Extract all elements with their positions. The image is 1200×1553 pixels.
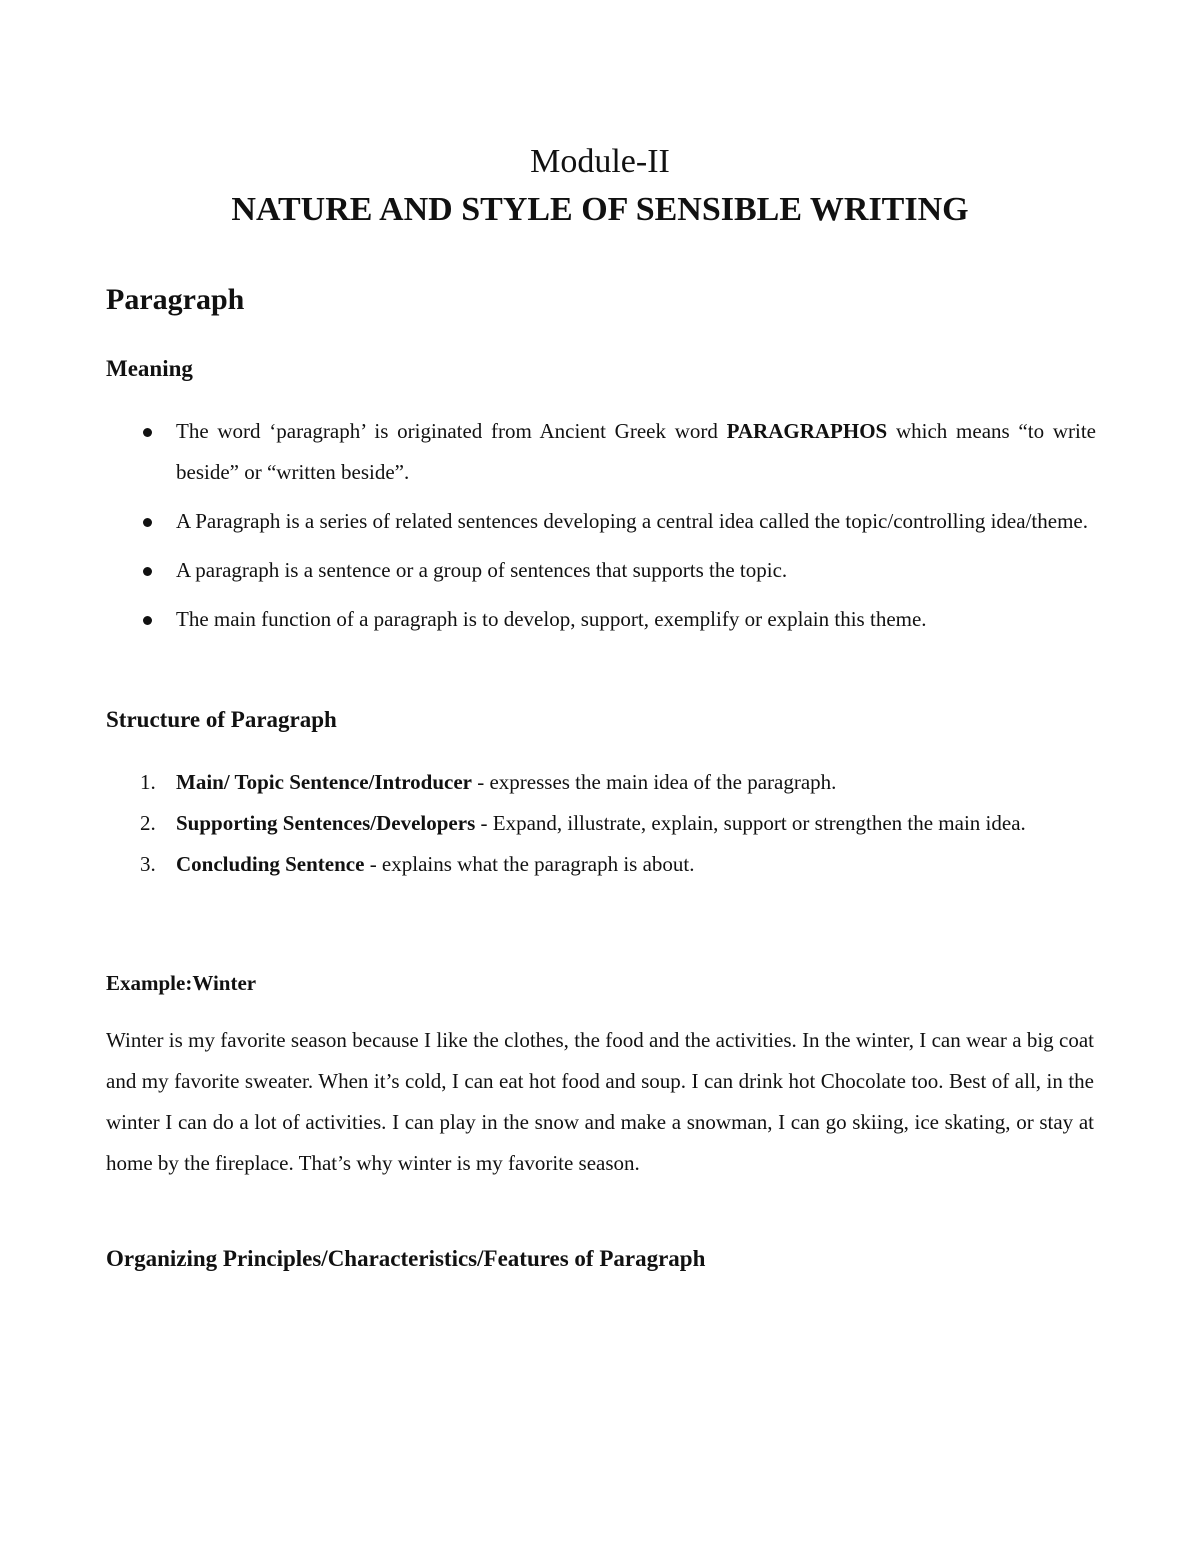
list-description: - expresses the main idea of the paragraph.	[471, 770, 837, 794]
module-label: Module-II	[530, 143, 670, 180]
list-item	[106, 803, 1096, 844]
list-term: Main/ Topic Sentence/Introducer	[176, 770, 472, 794]
bullet-icon	[143, 616, 152, 625]
meaning-bullet-list	[106, 411, 1096, 648]
list-number: 3.	[140, 852, 156, 876]
list-term: Concluding Sentence	[176, 852, 365, 876]
example-paragraph: Winter is my favorite season because I like the clothes, the food and the activities. In the winter, I can wear a big coat and my favorite sweater. When it’s cold, I can eat hot food and soup. I can drink hot Chocolate too. Best of all, in the winter I can do a lot of activities. I can play in the snow and make a snowman, I can go skiing, ice skating, or stay at home by the fireplace. That’s why winter is my favorite season.	[106, 1028, 1094, 1175]
bullet-text: A Paragraph is a series of related sentences developing a central idea called the topic/controlling idea/theme.	[176, 509, 1088, 533]
list-description: - Expand, illustrate, explain, support or strengthen the main idea.	[475, 811, 1026, 835]
list-item	[106, 844, 1096, 885]
bullet-text-part: The word ‘paragraph’ is originated from Ancient Greek word	[176, 419, 727, 443]
list-number: 1.	[140, 770, 156, 794]
subheading-structure: Structure of Paragraph	[106, 707, 337, 732]
structure-numbered-list	[106, 762, 1096, 885]
bullet-text: The main function of a paragraph is to develop, support, exemplify or explain this theme.	[176, 607, 927, 631]
bullet-icon	[143, 428, 152, 437]
list-number: 2.	[140, 811, 156, 835]
example-label: Example:Winter	[106, 971, 257, 995]
bullet-text: A paragraph is a sentence or a group of sentences that supports the topic.	[176, 558, 788, 582]
subheading-meaning: Meaning	[106, 356, 193, 381]
list-item	[106, 599, 1096, 640]
bullet-icon	[143, 518, 152, 527]
document-title: NATURE AND STYLE OF SENSIBLE WRITING	[231, 191, 969, 228]
list-item	[106, 550, 1096, 591]
subheading-organizing-principles: Organizing Principles/Characteristics/Features of Paragraph	[106, 1246, 706, 1271]
bullet-bold-term: PARAGRAPHOS	[726, 419, 888, 443]
bullet-icon	[143, 567, 152, 576]
bullet-text-part: which means “to write beside” or “written beside”.	[176, 419, 1096, 484]
list-term: Supporting Sentences/Developers	[176, 811, 476, 835]
list-item	[106, 501, 1096, 542]
list-item	[106, 411, 1096, 493]
list-item	[106, 762, 1096, 803]
list-description: - explains what the paragraph is about.	[364, 852, 695, 876]
section-heading-paragraph: Paragraph	[106, 283, 245, 316]
